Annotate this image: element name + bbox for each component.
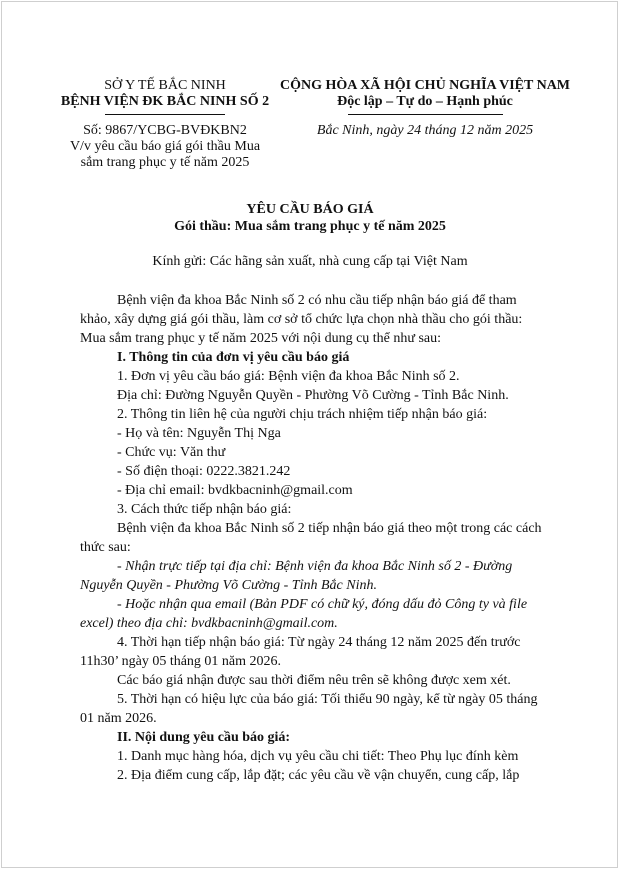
- paragraph: 1. Đơn vị yêu cầu báo giá: Bệnh viện đa khoa Bắc Ninh số 2.: [117, 369, 460, 384]
- agency-name: SỞ Y TẾ BẮC NINH: [104, 78, 226, 93]
- paragraph: - Chức vụ: Văn thư: [117, 445, 226, 460]
- header-right: [280, 78, 570, 139]
- paragraph: 2. Địa điểm cung cấp, lắp đặt; các yêu cầu về vận chuyển, cung cấp, lắp: [117, 768, 520, 783]
- document-title: YÊU CẦU BÁO GIÁ: [246, 202, 374, 217]
- motto: Độc lập – Tự do – Hạnh phúc: [337, 94, 513, 109]
- paragraph: 1. Danh mục hàng hóa, dịch vụ yêu cầu chi tiết: Theo Phụ lục đính kèm: [117, 749, 519, 764]
- document-number: Số: 9867/YCBG-BVĐKBN2: [83, 123, 247, 138]
- subject-line: sắm trang phục y tế năm 2025: [80, 155, 250, 170]
- section-heading: I. Thông tin của đơn vị yêu cầu báo giá: [117, 350, 350, 365]
- paragraph: - Số điện thoại: 0222.3821.242: [117, 464, 291, 479]
- hospital-name: BỆNH VIỆN ĐK BẮC NINH SỐ 2: [60, 94, 270, 109]
- paragraph: 5. Thời hạn có hiệu lực của báo giá: Tối thiểu 90 ngày, kể từ ngày 05 tháng 01 năm 2026.: [80, 692, 538, 726]
- paragraph: Các báo giá nhận được sau thời điểm nêu trên sẽ không được xem xét.: [117, 673, 511, 688]
- divider: [105, 114, 225, 115]
- header-left: [60, 78, 270, 171]
- divider: [348, 114, 503, 115]
- paragraph: Bệnh viện đa khoa Bắc Ninh số 2 tiếp nhận báo giá theo một trong các cách thức sau:: [80, 521, 542, 555]
- section-heading: II. Nội dung yêu cầu báo giá:: [117, 730, 291, 745]
- place-date: Bắc Ninh, ngày 24 tháng 12 năm 2025: [316, 123, 534, 138]
- paragraph: - Nhận trực tiếp tại địa chỉ: Bệnh viện đa khoa Bắc Ninh số 2 - Đường Nguyễn Quyền - Phường Võ Cường - Tỉnh Bắc Ninh.: [80, 559, 513, 593]
- recipient: Kính gửi: Các hãng sản xuất, nhà cung cấp tại Việt Nam: [152, 254, 468, 269]
- paragraph: Bệnh viện đa khoa Bắc Ninh số 2 có nhu cầu tiếp nhận báo giá để tham khảo, xây dựng giá gói thầu, làm cơ sở tổ chức lựa chọn nhà thầu cho gói thầu: Mua sắm trang phục y tế năm 2025 với nội dung cụ thể như sau:: [80, 293, 523, 346]
- document-subtitle: Gói thầu: Mua sắm trang phục y tế năm 2025: [174, 219, 446, 234]
- paragraph: 2. Thông tin liên hệ của người chịu trách nhiệm tiếp nhận báo giá:: [117, 407, 488, 422]
- paragraph: Địa chỉ: Đường Nguyễn Quyền - Phường Võ Cường - Tỉnh Bắc Ninh.: [117, 388, 509, 403]
- subject-line: V/v yêu cầu báo giá gói thầu Mua: [69, 139, 261, 154]
- paragraph: - Địa chỉ email: bvdkbacninh@gmail.com: [117, 483, 353, 498]
- paragraph: - Hoặc nhận qua email (Bản PDF có chữ ký, đóng dấu đỏ Công ty và file excel) theo địa chỉ: bvdkbacninh@gmail.com.: [80, 597, 528, 631]
- nation-title: CỘNG HÒA XÃ HỘI CHỦ NGHĨA VIỆT NAM: [280, 78, 571, 93]
- paragraph: 3. Cách thức tiếp nhận báo giá:: [117, 502, 292, 517]
- document-body: [80, 291, 542, 785]
- paragraph: - Họ và tên: Nguyễn Thị Nga: [117, 426, 281, 441]
- paragraph: 4. Thời hạn tiếp nhận báo giá: Từ ngày 24 tháng 12 năm 2025 đến trước 11h30’ ngày 05 tháng 01 năm 2026.: [80, 635, 521, 669]
